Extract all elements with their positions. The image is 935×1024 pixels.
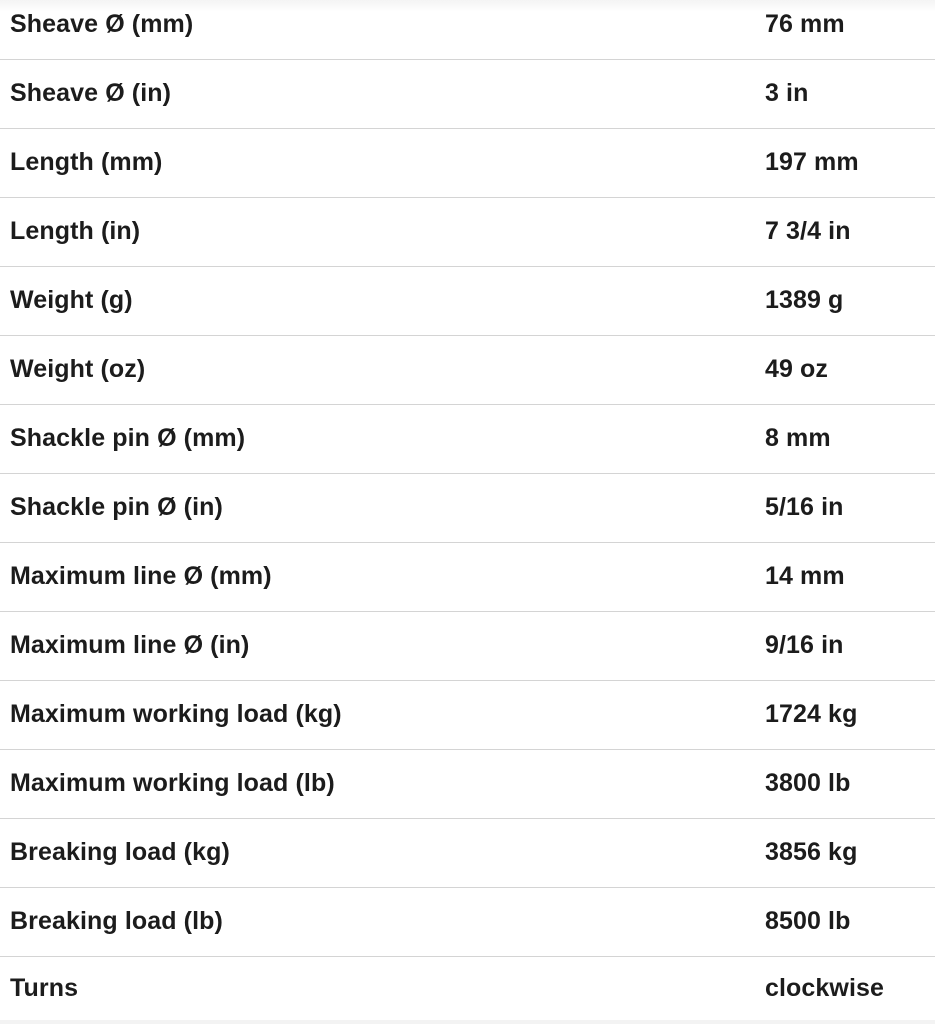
spec-value: 3 in <box>765 79 809 107</box>
spec-label: Length (mm) <box>10 148 163 176</box>
bottom-edge-shadow <box>0 1020 935 1024</box>
spec-row-weight-oz <box>0 337 935 405</box>
spec-label: Weight (g) <box>10 286 133 314</box>
spec-row-weight-g <box>0 268 935 336</box>
spec-value: 1724 kg <box>765 700 858 728</box>
spec-value: 3856 kg <box>765 838 858 866</box>
spec-row-shackle-pin-mm <box>0 406 935 474</box>
spec-label: Maximum line Ø (in) <box>10 631 250 659</box>
spec-row-shackle-pin-in <box>0 475 935 543</box>
spec-row-sheave-in <box>0 61 935 129</box>
spec-label: Breaking load (kg) <box>10 838 230 866</box>
spec-value: 7 3/4 in <box>765 217 851 245</box>
spec-label: Sheave Ø (mm) <box>10 10 194 38</box>
spec-label: Shackle pin Ø (in) <box>10 493 223 521</box>
spec-value: 9/16 in <box>765 631 844 659</box>
spec-row-breaking-load-lb <box>0 889 935 957</box>
spec-row-sheave-mm <box>0 0 935 60</box>
spec-value: 5/16 in <box>765 493 844 521</box>
spec-label: Breaking load (lb) <box>10 907 223 935</box>
spec-label: Maximum working load (lb) <box>10 769 335 797</box>
spec-row-length-in <box>0 199 935 267</box>
spec-label: Length (in) <box>10 217 141 245</box>
spec-row-breaking-load-kg <box>0 820 935 888</box>
spec-row-max-line-in <box>0 613 935 681</box>
spec-label: Shackle pin Ø (mm) <box>10 424 246 452</box>
spec-value: 3800 lb <box>765 769 851 797</box>
spec-row-max-line-mm <box>0 544 935 612</box>
spec-value: 8500 lb <box>765 907 851 935</box>
spec-label: Turns <box>10 974 79 1002</box>
spec-label: Weight (oz) <box>10 355 146 383</box>
spec-label: Maximum working load (kg) <box>10 700 342 728</box>
spec-label: Sheave Ø (in) <box>10 79 172 107</box>
spec-value: 76 mm <box>765 10 845 38</box>
spec-row-max-working-load-kg <box>0 682 935 750</box>
spec-value: 49 oz <box>765 355 829 383</box>
spec-value: 14 mm <box>765 562 845 590</box>
spec-row-length-mm <box>0 130 935 198</box>
spec-row-max-working-load-lb <box>0 751 935 819</box>
spec-label: Maximum line Ø (mm) <box>10 562 272 590</box>
spec-row-turns <box>0 958 935 1024</box>
spec-value: 1389 g <box>765 286 844 314</box>
spec-value: 197 mm <box>765 148 859 176</box>
spec-value: clockwise <box>765 974 885 1002</box>
spec-value: 8 mm <box>765 424 831 452</box>
